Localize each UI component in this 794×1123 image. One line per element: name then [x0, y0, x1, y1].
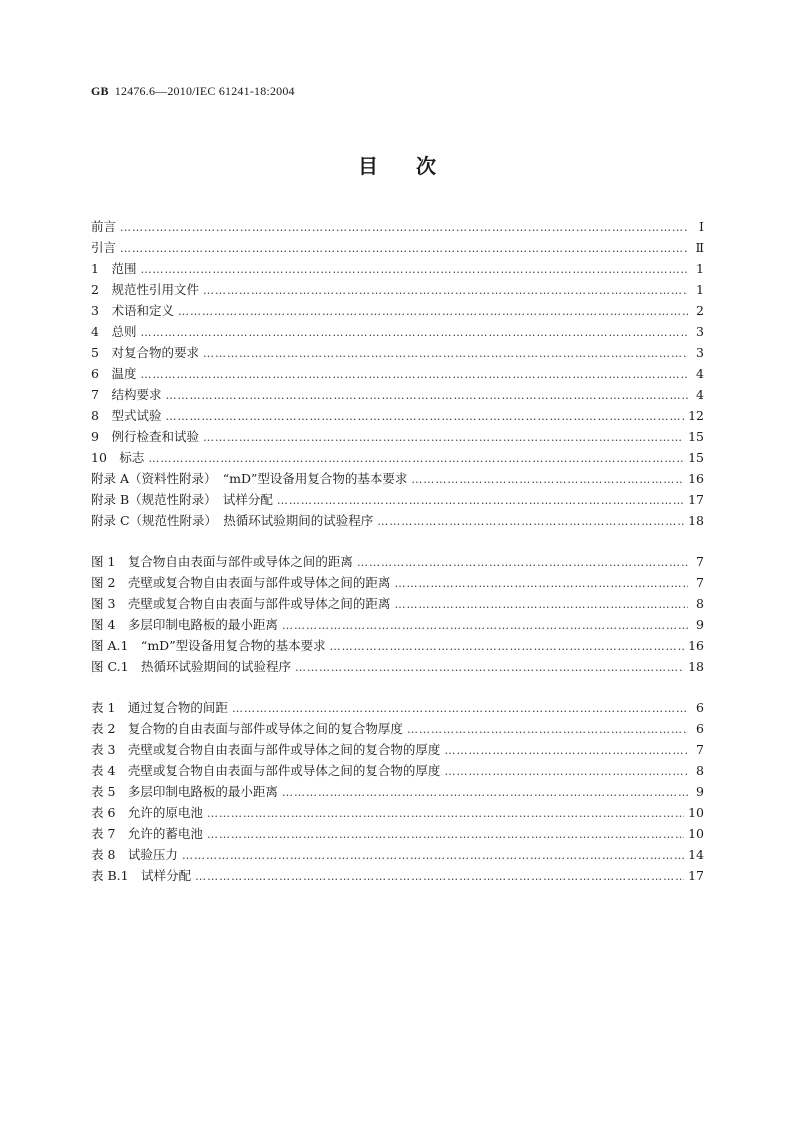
toc-entry-page: 16 — [688, 638, 704, 653]
toc-entry[interactable] — [91, 865, 704, 886]
toc-entry[interactable] — [91, 216, 704, 237]
toc-entry-page: 6 — [696, 700, 704, 715]
toc-entry-label: 附录 C（规范性附录） 热循环试验期间的试验程序 — [91, 513, 374, 528]
toc-entry[interactable] — [91, 635, 704, 656]
toc-entry-page: 7 — [696, 554, 704, 569]
toc-entry[interactable] — [91, 342, 704, 363]
toc-leader-dots — [178, 301, 688, 322]
toc-entry-page: 7 — [696, 575, 704, 590]
toc-leader-dots — [120, 217, 688, 238]
toc-entry-page: 15 — [688, 429, 704, 444]
toc-entry[interactable] — [91, 697, 704, 718]
toc-entry-label: 引言 — [91, 240, 117, 255]
toc-entry-label: 图 3 壳壁或复合物自由表面与部件或导体之间的距离 — [91, 596, 391, 611]
toc-leader-dots — [203, 427, 684, 448]
toc-entry-page: 10 — [688, 805, 704, 820]
toc-entry-label: 表 1 通过复合物的间距 — [91, 700, 228, 715]
toc-entry-label: 9 例行检查和试验 — [91, 429, 199, 444]
toc-entry-page: 15 — [688, 450, 704, 465]
toc-entry-page: 9 — [696, 617, 704, 632]
toc-entry-label: 前言 — [91, 219, 117, 234]
standard-prefix: GB — [91, 84, 109, 98]
toc-entry-page: 10 — [688, 826, 704, 841]
toc-entry-label: 3 术语和定义 — [91, 303, 174, 318]
toc-entry-label: 5 对复合物的要求 — [91, 345, 199, 360]
toc-leader-dots — [394, 573, 688, 594]
toc-entry-page: 4 — [696, 366, 704, 381]
toc-entry[interactable] — [91, 551, 704, 572]
toc-leader-dots — [207, 803, 684, 824]
toc-entry[interactable] — [91, 572, 704, 593]
toc-entry-label: 6 温度 — [91, 366, 137, 381]
toc-leader-dots — [444, 761, 688, 782]
toc-leader-dots — [232, 698, 688, 719]
toc-entry-page: 6 — [696, 721, 704, 736]
toc-entry-page: 3 — [696, 324, 704, 339]
toc-entry-label: 表 2 复合物的自由表面与部件或导体之间的复合物厚度 — [91, 721, 403, 736]
toc-leader-dots — [357, 552, 688, 573]
toc-leader-dots — [165, 406, 684, 427]
toc-entry-label: 4 总则 — [91, 324, 137, 339]
toc-entry-label: 图 A.1 “mD”型设备用复合物的基本要求 — [91, 638, 326, 653]
toc-entry-label: 表 5 多层印制电路板的最小距离 — [91, 784, 278, 799]
toc-leader-dots — [140, 322, 688, 343]
toc-entry[interactable] — [91, 447, 704, 468]
toc-leader-dots — [195, 866, 684, 887]
toc-entry[interactable] — [91, 426, 704, 447]
standard-code: 12476.6—2010/IEC 61241-18:2004 — [114, 84, 295, 98]
toc-entry-label: 附录 B（规范性附录） 试样分配 — [91, 492, 273, 507]
toc-leader-dots — [444, 740, 688, 761]
toc-entry[interactable] — [91, 300, 704, 321]
toc-entry-page: Ⅰ — [699, 219, 704, 234]
toc-entry-label: 表 7 允许的蓄电池 — [91, 826, 203, 841]
toc-entry[interactable] — [91, 258, 704, 279]
toc-entry-page: 1 — [696, 261, 704, 276]
toc-entry-page: 3 — [696, 345, 704, 360]
toc-entry-page: 9 — [696, 784, 704, 799]
toc-entry[interactable] — [91, 718, 704, 739]
toc-entry[interactable] — [91, 279, 704, 300]
toc-entry-label: 7 结构要求 — [91, 387, 162, 402]
toc-entry-page: 4 — [696, 387, 704, 402]
toc-entry-page: 12 — [688, 408, 704, 423]
toc-entry[interactable] — [91, 739, 704, 760]
toc-entry[interactable] — [91, 384, 704, 405]
toc-entry-page: 7 — [696, 742, 704, 757]
toc-leader-dots — [377, 511, 684, 532]
toc-leader-dots — [120, 238, 688, 259]
toc-entry-label: 2 规范性引用文件 — [91, 282, 199, 297]
toc-entry-label: 附录 A（资料性附录） “mD”型设备用复合物的基本要求 — [91, 471, 408, 486]
toc-entry-page: 16 — [688, 471, 704, 486]
toc-contents-section — [91, 216, 704, 531]
toc-leader-dots — [407, 719, 688, 740]
toc-leader-dots — [203, 280, 688, 301]
toc-entry[interactable] — [91, 510, 704, 531]
toc-leader-dots — [411, 469, 684, 490]
page-title: 目次 — [358, 154, 474, 178]
toc-leader-dots — [165, 385, 688, 406]
toc-entry-page: Ⅱ — [695, 240, 704, 255]
toc-entry-page: 18 — [688, 659, 704, 674]
toc-leader-dots — [140, 364, 688, 385]
toc-entry-page: 8 — [696, 596, 704, 611]
toc-entry-page: 17 — [688, 492, 704, 507]
toc-entry[interactable] — [91, 760, 704, 781]
toc-entry-label: 表 8 试验压力 — [91, 847, 178, 862]
toc-entry-label: 8 型式试验 — [91, 408, 162, 423]
toc-entry-label: 表 4 壳壁或复合物自由表面与部件或导体之间的复合物的厚度 — [91, 763, 441, 778]
toc-entry[interactable] — [91, 593, 704, 614]
toc-figures-section — [91, 551, 704, 677]
toc-leader-dots — [140, 259, 688, 280]
toc-entry[interactable] — [91, 844, 704, 865]
toc-tables-section — [91, 697, 704, 886]
toc-entry[interactable] — [91, 321, 704, 342]
toc-entry-page: 1 — [696, 282, 704, 297]
document-header — [91, 84, 295, 99]
toc-entry-label: 图 4 多层印制电路板的最小距离 — [91, 617, 278, 632]
toc-leader-dots — [295, 657, 684, 678]
toc-leader-dots — [394, 594, 688, 615]
toc-entry[interactable] — [91, 405, 704, 426]
toc-entry[interactable] — [91, 802, 704, 823]
toc-entry[interactable] — [91, 781, 704, 802]
toc-leader-dots — [330, 636, 685, 657]
toc-entry-page: 8 — [696, 763, 704, 778]
toc-entry-page: 2 — [696, 303, 704, 318]
toc-entry-page: 14 — [688, 847, 704, 862]
toc-entry-label: 表 B.1 试样分配 — [91, 868, 192, 883]
toc-leader-dots — [182, 845, 684, 866]
toc-leader-dots — [203, 343, 688, 364]
toc-entry[interactable] — [91, 489, 704, 510]
toc-entry[interactable] — [91, 468, 704, 489]
toc-entry-label: 图 1 复合物自由表面与部件或导体之间的距离 — [91, 554, 353, 569]
toc-entry-label: 图 2 壳壁或复合物自由表面与部件或导体之间的距离 — [91, 575, 391, 590]
toc-entry-page: 17 — [688, 868, 704, 883]
toc-leader-dots — [207, 824, 684, 845]
toc-leader-dots — [148, 448, 684, 469]
toc-leader-dots — [282, 782, 688, 803]
toc-leader-dots — [282, 615, 688, 636]
toc-entry-label: 图 C.1 热循环试验期间的试验程序 — [91, 659, 292, 674]
toc-entry-label: 表 3 壳壁或复合物自由表面与部件或导体之间的复合物的厚度 — [91, 742, 441, 757]
toc-entry-label: 1 范围 — [91, 261, 137, 276]
toc-entry-page: 18 — [688, 513, 704, 528]
toc-entry[interactable] — [91, 363, 704, 384]
toc-entry-label: 10 标志 — [91, 450, 145, 465]
toc-entry[interactable] — [91, 656, 704, 677]
toc-entry[interactable] — [91, 614, 704, 635]
toc-entry-label: 表 6 允许的原电池 — [91, 805, 203, 820]
toc-leader-dots — [277, 490, 684, 511]
toc-entry[interactable] — [91, 237, 704, 258]
toc-entry[interactable] — [91, 823, 704, 844]
